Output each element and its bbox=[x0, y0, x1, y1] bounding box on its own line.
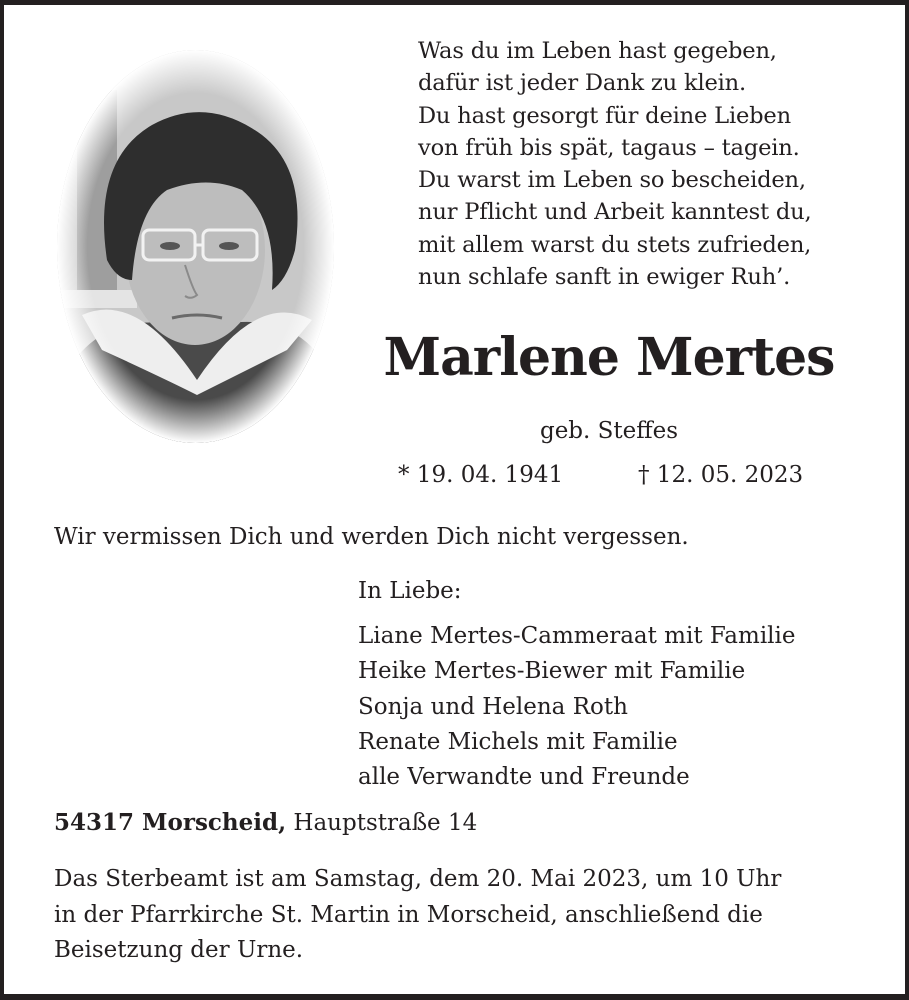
poem-line: dafür ist jeder Dank zu klein. bbox=[418, 70, 746, 97]
mourners-list bbox=[358, 619, 796, 795]
obituary-card bbox=[4, 5, 905, 994]
in-love-label: In Liebe: bbox=[358, 578, 462, 604]
mourner-item: Heike Mertes-Biewer mit Familie bbox=[358, 658, 746, 685]
poem-line: Du warst im Leben so bescheiden, bbox=[418, 167, 806, 194]
mourner-item: alle Verwandte und Freunde bbox=[358, 764, 690, 791]
funeral-line: Das Sterbeamt ist am Samstag, dem 20. Mai 2023, um 10 Uhr bbox=[54, 866, 782, 892]
mourner-item: Renate Michels mit Familie bbox=[358, 728, 678, 755]
poem-line: Du hast gesorgt für deine Lieben bbox=[418, 102, 791, 129]
funeral-info bbox=[54, 862, 781, 969]
portrait-photo bbox=[57, 50, 334, 443]
deceased-name: Marlene Mertes bbox=[383, 327, 835, 388]
death-date: † 12. 05. 2023 bbox=[638, 462, 804, 488]
poem-line: mit allem warst du stets zufrieden, bbox=[418, 231, 812, 258]
funeral-line: Beisetzung der Urne. bbox=[54, 937, 304, 963]
address-street: Hauptstraße 14 bbox=[293, 810, 478, 836]
birth-date: * 19. 04. 1941 bbox=[398, 462, 564, 488]
remembrance-line: Wir vermissen Dich und werden Dich nicht vergessen. bbox=[54, 524, 689, 550]
poem-line: nur Pflicht und Arbeit kanntest du, bbox=[418, 199, 812, 226]
funeral-line: in der Pfarrkirche St. Martin in Morscheid, anschließend die bbox=[54, 901, 763, 928]
address-place: 54317 Morscheid, bbox=[54, 809, 287, 836]
portrait-illustration bbox=[57, 50, 334, 443]
family-address bbox=[54, 805, 477, 841]
poem-line: von früh bis spät, tagaus – tagein. bbox=[418, 134, 800, 161]
mourner-item: Sonja und Helena Roth bbox=[358, 693, 628, 720]
poem-line: Was du im Leben hast gegeben, bbox=[418, 38, 777, 64]
memorial-poem bbox=[418, 35, 812, 293]
maiden-name: geb. Steffes bbox=[539, 418, 679, 444]
poem-line: nun schlafe sanft in ewiger Ruh’. bbox=[418, 264, 791, 291]
mourner-item: Liane Mertes-Cammeraat mit Familie bbox=[358, 623, 796, 649]
